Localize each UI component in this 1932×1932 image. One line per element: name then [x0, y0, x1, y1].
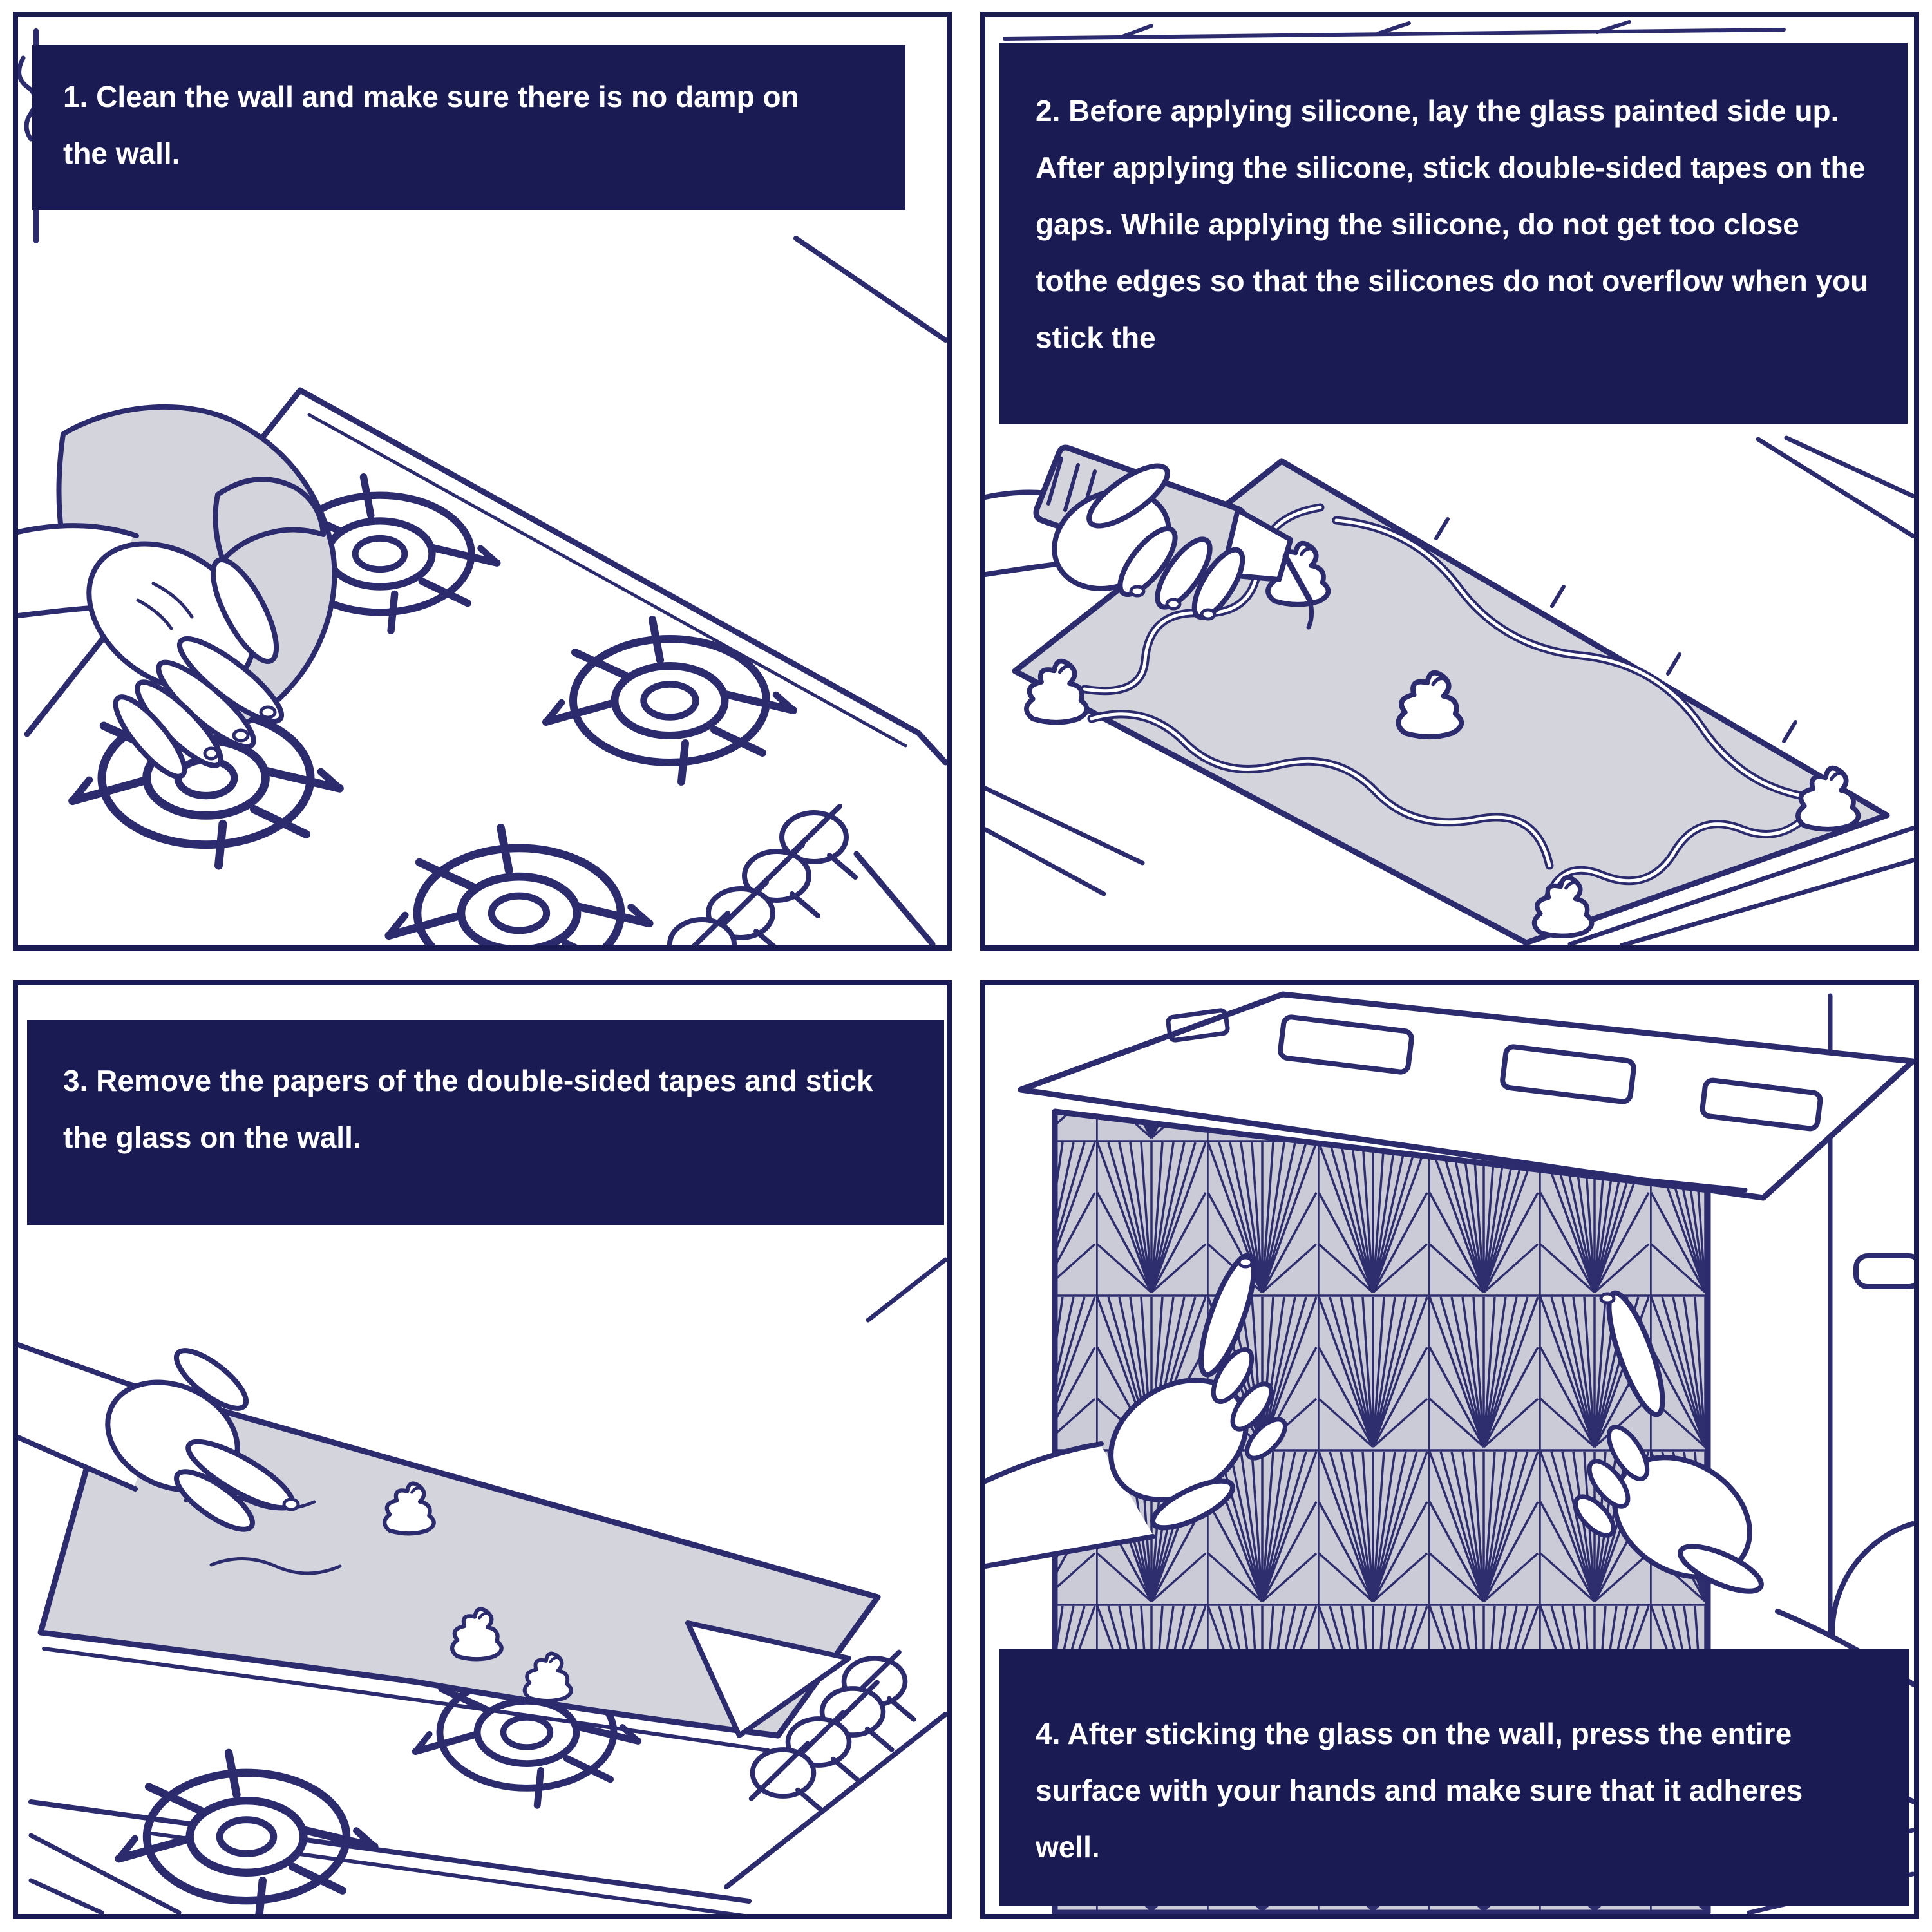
step-4-caption [999, 1649, 1909, 1906]
panel-step-4 [980, 980, 1919, 1919]
panel-step-1 [13, 12, 952, 951]
step-2-caption [999, 43, 1908, 424]
panel-step-2 [980, 12, 1919, 951]
step-3-caption [27, 1020, 944, 1225]
step-2-caption-text: 2. Before applying silicone, lay the glass painted side up. After applying the silicone, stick double-sided tapes on the gaps. While applying the silicone, do not get too close tothe edges so that the silicones do not overflow when you stick the [1036, 94, 1869, 354]
step-3-caption-text: 3. Remove the papers of the double-sided tapes and stick the glass on the wall. [63, 1064, 873, 1154]
step-1-caption [32, 45, 905, 210]
control-knobs [668, 806, 855, 945]
step-1-caption-text: 1. Clean the wall and make sure there is no damp on the wall. [63, 80, 799, 170]
hand-with-cloth [18, 407, 334, 785]
panel-step-3 [13, 980, 952, 1919]
burner [389, 828, 649, 945]
step-4-caption-text: 4. After sticking the glass on the wall, press the entire surface with your hands and make sure that it adheres well. [1036, 1717, 1803, 1864]
cabinet-handle [1856, 1256, 1914, 1287]
